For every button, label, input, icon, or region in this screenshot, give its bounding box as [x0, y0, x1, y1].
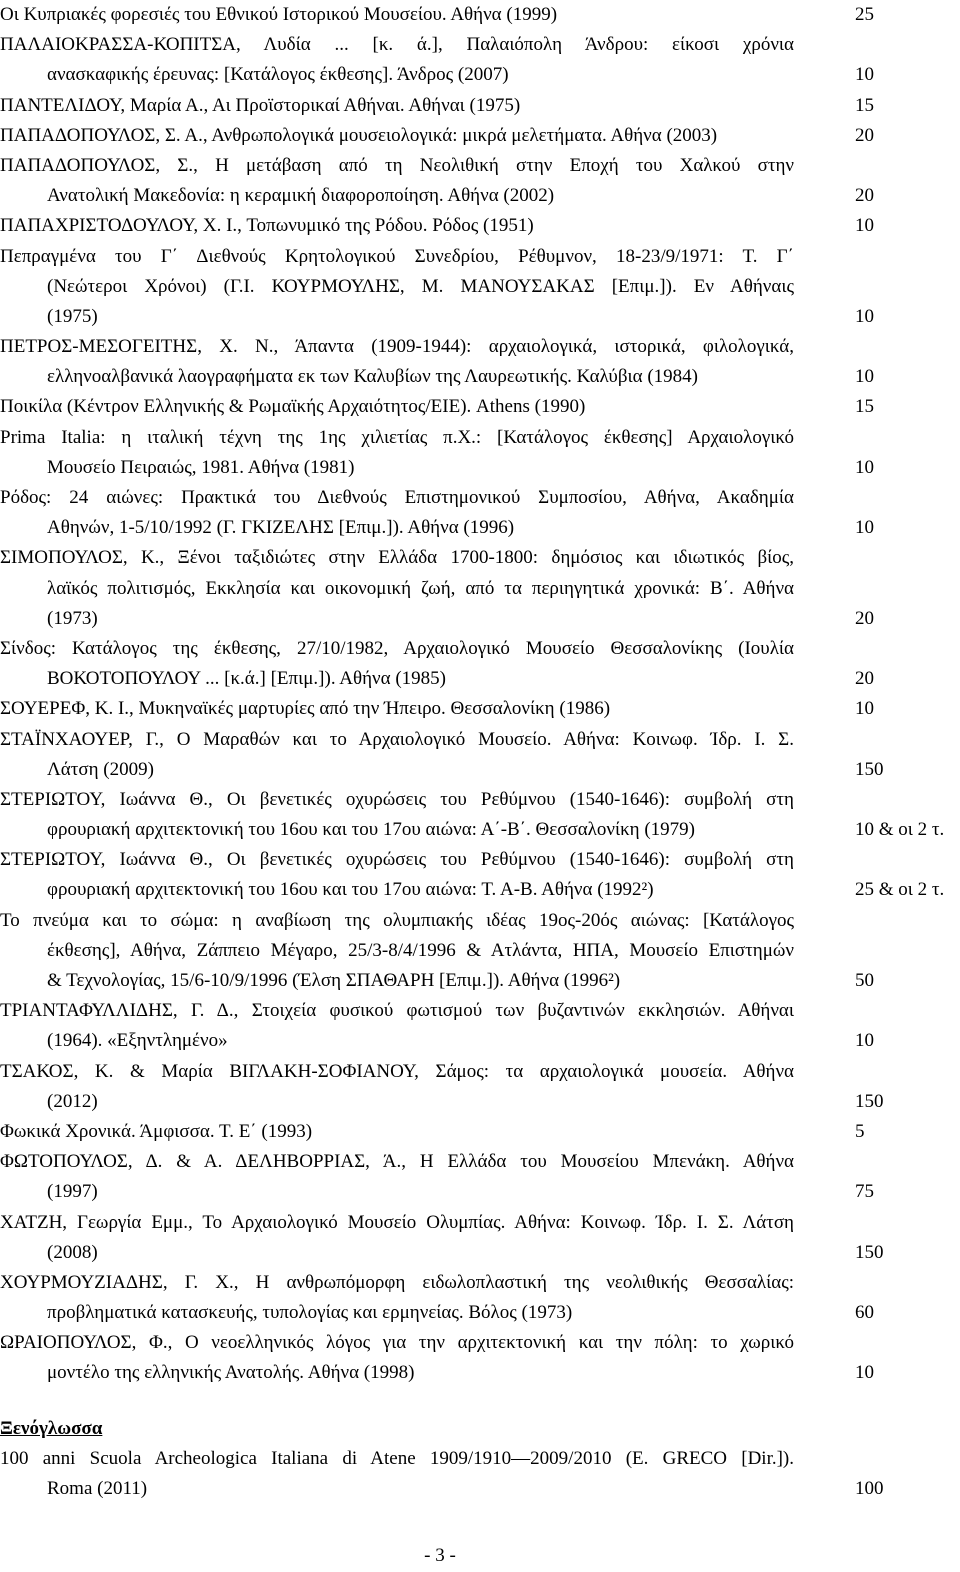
entry-line — [0, 1147, 960, 1177]
catalog-entry — [0, 634, 960, 694]
entry-continuation-line — [0, 1177, 960, 1207]
entry-text: Prima Italia: η ιταλική τέχνη της 1ης χιλιετίας π.Χ.: [Κατάλογος έκθεσης] Αρχαιολογικό — [0, 426, 794, 448]
entry-line — [0, 423, 960, 453]
entry-text: (2012) — [47, 1090, 98, 1112]
entry-text: ΩΡΑΙΟΠΟΥΛΟΣ, Φ., Ο νεοελληνικός λόγος για την αρχιτεκτονική και την πόλη: το χωρικό — [0, 1332, 794, 1354]
entry-text: λαϊκός πολιτισμός, Εκκλησία και οικονομική ζωή, από τα περιηγητικά χρονικά: Β΄. Αθήνα — [47, 577, 794, 599]
entry-text: Λάτση (2009) — [47, 758, 154, 780]
entry-continuation-line — [0, 513, 960, 543]
entry-continuation-line — [0, 604, 960, 634]
entry-continuation-line — [0, 966, 960, 996]
entry-line — [0, 121, 960, 151]
entry-line — [0, 211, 960, 241]
entry-text: ΠΑΠΑΔΟΠΟΥΛΟΣ, Σ. Α., Ανθρωπολογικά μουσειολογικά: μικρά μελετήματα. Αθήνα (2003) — [0, 124, 718, 146]
entry-continuation-line — [0, 815, 960, 845]
entry-text: ΠΕΤΡΟΣ-ΜΕΣΟΓΕΙΤΗΣ, Χ. Ν., Άπαντα (1909-1944): αρχαιολογικά, ιστορικά, φιλολογικά, — [0, 336, 794, 358]
entry-price: 5 — [855, 1120, 865, 1142]
entry-continuation-line — [0, 362, 960, 392]
entry-text: Το πνεύμα και το σώμα: η αναβίωση της ολυμπιακής ιδέας 19ος-20ός αιώνας: [Κατάλογος — [0, 909, 794, 931]
entry-text: ελληνοαλβανικά λαογραφήματα εκ των Καλυβίων της Λαυρεωτικής. Καλύβια (1984) — [47, 366, 698, 388]
foreign-catalog-entries — [0, 1444, 960, 1504]
catalog-entry — [0, 996, 960, 1056]
catalog-entry — [0, 785, 960, 845]
entry-price: 25 & οι 2 τ. — [855, 879, 945, 901]
catalog-entry — [0, 1147, 960, 1207]
entry-line — [0, 151, 960, 181]
entry-text: προβληματικά κατασκευής, τυπολογίας και ερμηνείας. Βόλος (1973) — [47, 1302, 573, 1324]
entry-line — [0, 1208, 960, 1238]
entry-price: 20 — [855, 668, 874, 690]
entry-text: ΧΑΤΖΗ, Γεωργία Εμμ., Το Αρχαιολογικό Μουσείο Ολυμπίας. Αθήνα: Κοινωφ. Ίδρ. Ι. Σ. Λάτση — [0, 1211, 794, 1233]
entry-continuation-line — [0, 1087, 960, 1117]
entry-text: Ανατολική Μακεδονία: η κεραμική διαφοροποίηση. Αθήνα (2002) — [47, 185, 555, 207]
entry-text: ΣΤΕΡΙΩΤΟΥ, Ιωάννα Θ., Οι βενετικές οχυρώσεις του Ρεθύμνου (1540-1646): συμβολή στη — [0, 849, 794, 871]
entry-price: 10 — [855, 1362, 874, 1384]
entry-price: 150 — [855, 1090, 884, 1112]
entry-continuation-line — [0, 1298, 960, 1328]
entry-text: έκθεσης], Αθήνα, Ζάππειο Μέγαρο, 25/3-8/4/1996 & Ατλάντα, ΗΠΑ, Μουσείο Επιστημών — [47, 939, 794, 961]
entry-line — [0, 392, 960, 422]
entry-text: ΠΑΠΑΔΟΠΟΥΛΟΣ, Σ., Η μετάβαση από τη Νεολιθική στην Εποχή του Χαλκού στην — [0, 154, 794, 176]
entry-price: 10 — [855, 1030, 874, 1052]
entry-price: 100 — [855, 1477, 884, 1499]
entry-continuation-line — [0, 453, 960, 483]
catalog-entry — [0, 483, 960, 543]
entry-continuation-line — [0, 755, 960, 785]
entry-text: μοντέλο της ελληνικής Ανατολής. Αθήνα (1998) — [47, 1362, 415, 1384]
entry-text: ΒΟΚΟΤΟΠΟΥΛΟΥ ... [κ.ά.] [Επιμ.]). Αθήνα (1985) — [47, 668, 446, 690]
entry-continuation-line — [0, 1358, 960, 1388]
entry-text: φρουριακή αρχιτεκτονική του 16ου και του 17ου αιώνα: Τ. Α-Β. Αθήνα (1992²) — [47, 879, 654, 901]
entry-text: ανασκαφικής έρευνας: [Κατάλογος έκθεσης]. Άνδρος (2007) — [47, 64, 509, 86]
catalog-entry — [0, 91, 960, 121]
entry-text: Roma (2011) — [47, 1477, 148, 1499]
entry-line — [0, 91, 960, 121]
entry-line — [0, 0, 960, 30]
catalog-entry — [0, 1208, 960, 1268]
entry-continuation-line — [0, 1026, 960, 1056]
entry-continuation-line — [0, 936, 960, 966]
catalog-entry — [0, 1117, 960, 1147]
entry-text: (1997) — [47, 1181, 98, 1203]
entry-text: Ρόδος: 24 αιώνες: Πρακτικά του Διεθνούς Επιστημονικού Συμποσίου, Αθήνα, Ακαδημία — [0, 487, 794, 508]
entry-text: Φωκικά Χρονικά. Άμφισσα. Τ. Ε΄ (1993) — [0, 1120, 313, 1142]
entry-line — [0, 332, 960, 362]
entry-price: 10 — [855, 517, 874, 539]
entry-line — [0, 906, 960, 936]
catalog-entry — [0, 1444, 960, 1504]
catalog-entry — [0, 1268, 960, 1328]
catalog-entry — [0, 151, 960, 211]
entry-line — [0, 725, 960, 755]
entry-text: ΣΤΕΡΙΩΤΟΥ, Ιωάννα Θ., Οι βενετικές οχυρώσεις του Ρεθύμνου (1540-1646): συμβολή στη — [0, 788, 794, 810]
entry-price: 60 — [855, 1302, 874, 1324]
entry-continuation-line — [0, 574, 960, 604]
entry-price: 15 — [855, 94, 874, 116]
entry-line — [0, 30, 960, 60]
entry-price: 25 — [855, 4, 874, 25]
entry-text: (2008) — [47, 1241, 98, 1263]
entry-price: 150 — [855, 1241, 884, 1263]
entry-continuation-line — [0, 60, 960, 90]
entry-text: ΤΣΑΚΟΣ, Κ. & Μαρία ΒΙΓΛΑΚΗ-ΣΟΦΙΑΝΟΥ, Σάμος: τα αρχαιολογικά μουσεία. Αθήνα — [0, 1060, 794, 1082]
entry-continuation-line — [0, 1474, 960, 1504]
entry-continuation-line — [0, 272, 960, 302]
entry-text: ΠΑΠΑΧΡΙΣΤΟΔΟΥΛΟΥ, Χ. Ι., Τοπωνυμικό της Ρόδου. Ρόδος (1951) — [0, 215, 534, 237]
entry-text: 100 anni Scuola Archeologica Italiana di Atene 1909/1910—2009/2010 (E. GRECO [Dir.]). — [0, 1447, 794, 1469]
entry-text: ΣΤΑΪΝΧΑΟΥΕΡ, Γ., Ο Μαραθών και το Αρχαιολογικό Μουσείο. Αθήνα: Κοινωφ. Ίδρ. Ι. Σ. — [0, 728, 794, 750]
entry-line — [0, 1444, 960, 1474]
catalog-entry — [0, 242, 960, 333]
catalog-entry — [0, 1328, 960, 1388]
entry-text: Οι Κυπριακές φορεσιές του Εθνικού Ιστορικού Μουσείου. Αθήνα (1999) — [0, 4, 558, 25]
entry-text: ΠΑΝΤΕΛΙΔΟΥ, Μαρία Α., Αι Προϊστορικαί Αθήναι. Αθήναι (1975) — [0, 94, 521, 116]
entry-continuation-line — [0, 181, 960, 211]
page-number: - 3 - — [424, 1545, 456, 1566]
catalog-entry — [0, 694, 960, 724]
entry-text: Πεπραγμένα του Γ΄ Διεθνούς Κρητολογικού Συνεδρίου, Ρέθυμνον, 18-23/9/1971: Τ. Γ΄ — [0, 245, 794, 267]
entry-text: ΣΟΥΕΡΕΦ, Κ. Ι., Μυκηναϊκές μαρτυρίες από την Ήπειρο. Θεσσαλονίκη (1986) — [0, 698, 611, 720]
catalog-entry — [0, 211, 960, 241]
entry-text: & Τεχνολογίας, 15/6-10/9/1996 (Έλση ΣΠΑΘΑΡΗ [Επιμ.]). Αθήνα (1996²) — [47, 970, 621, 991]
catalog-entry — [0, 392, 960, 422]
entry-price: 10 — [855, 64, 874, 86]
entry-price: 75 — [855, 1181, 874, 1203]
entry-text: ΠΑΛΑΙΟΚΡΑΣΣΑ-ΚΟΠΙΤΣΑ, Λυδία ... [κ. ά.], Παλαιόπολη Άνδρου: είκοσι χρόνια — [0, 34, 794, 56]
entry-text: ΧΟΥΡΜΟΥΖΙΑΔΗΣ, Γ. Χ., Η ανθρωπόμορφη ειδωλοπλαστική της νεολιθικής Θεσσαλίας: — [0, 1271, 794, 1293]
entry-price: 10 — [855, 456, 874, 478]
entry-text: ΣΙΜΟΠΟΥΛΟΣ, Κ., Ξένοι ταξιδιώτες στην Ελλάδα 1700-1800: δημόσιος και ιδιωτικός βίος, — [0, 547, 794, 569]
entry-line — [0, 996, 960, 1026]
entry-line — [0, 694, 960, 724]
entry-text: (1973) — [47, 607, 98, 629]
entry-price: 20 — [855, 185, 874, 207]
entry-text: Ποικίλα (Κέντρον Ελληνικής & Ρωμαϊκής Αρχαιότητος/ΕΙΕ). Athens (1990) — [0, 396, 586, 418]
catalog-entry — [0, 121, 960, 151]
entry-text: Αθηνών, 1-5/10/1992 (Γ. ΓΚΙΖΕΛΗΣ [Επιμ.]). Αθήνα (1996) — [47, 517, 515, 539]
catalog-entry — [0, 0, 960, 30]
catalog-entry — [0, 725, 960, 785]
catalog-entry — [0, 845, 960, 905]
entry-line — [0, 845, 960, 875]
catalog-entry — [0, 30, 960, 90]
entry-price: 10 — [855, 305, 874, 327]
entry-price: 10 — [855, 215, 874, 237]
entry-continuation-line — [0, 1238, 960, 1268]
entry-text: Σίνδος: Κατάλογος της έκθεσης, 27/10/1982, Αρχαιολογικό Μουσείο Θεσσαλονίκης (Ιουλία — [0, 637, 794, 659]
entry-text: (1975) — [47, 305, 98, 327]
catalog-entry — [0, 1057, 960, 1117]
entry-price: 50 — [855, 970, 874, 991]
entry-price: 20 — [855, 607, 874, 629]
catalog-entry — [0, 906, 960, 997]
entry-price: 20 — [855, 124, 874, 146]
entry-line — [0, 543, 960, 573]
entry-line — [0, 483, 960, 513]
entry-price: 150 — [855, 758, 884, 780]
entry-continuation-line — [0, 664, 960, 694]
entry-text: φρουριακή αρχιτεκτονική του 16ου και του 17ου αιώνα: Α΄-Β΄. Θεσσαλονίκη (1979) — [47, 819, 695, 841]
section-heading-foreign: Ξενόγλωσσα — [0, 1417, 103, 1439]
catalog-entry — [0, 423, 960, 483]
entry-line — [0, 242, 960, 272]
catalog-entry — [0, 332, 960, 392]
entry-line — [0, 634, 960, 664]
entry-text: (Νεώτεροι Χρόνοι) (Γ.Ι. ΚΟΥΡΜΟΥΛΗΣ, Μ. ΜΑΝΟΥΣΑΚΑΣ [Επιμ.]). Εν Αθήναις — [47, 275, 794, 297]
entry-text: ΦΩΤΟΠΟΥΛΟΣ, Δ. & Α. ΔΕΛΗΒΟΡΡΙΑΣ, Ά., Η Ελλάδα του Μουσείου Μπενάκη. Αθήνα — [0, 1151, 794, 1173]
entry-continuation-line — [0, 875, 960, 905]
entry-line — [0, 1117, 960, 1147]
entry-line — [0, 1057, 960, 1087]
entry-line — [0, 785, 960, 815]
entry-text: (1964). «Εξηντλημένο» — [47, 1030, 228, 1052]
entry-price: 10 — [855, 366, 874, 388]
entry-price: 15 — [855, 396, 874, 418]
entry-text: ΤΡΙΑΝΤΑΦΥΛΛΙΔΗΣ, Γ. Δ., Στοιχεία φυσικού φωτισμού των βυζαντινών εκκλησιών. Αθήναι — [0, 1000, 794, 1022]
entry-price: 10 — [855, 698, 874, 720]
entry-line — [0, 1268, 960, 1298]
entry-line — [0, 1328, 960, 1358]
catalog-entry — [0, 543, 960, 634]
entry-text: Μουσείο Πειραιώς, 1981. Αθήνα (1981) — [47, 456, 355, 478]
entry-continuation-line — [0, 302, 960, 332]
entry-price: 10 & οι 2 τ. — [855, 819, 945, 841]
